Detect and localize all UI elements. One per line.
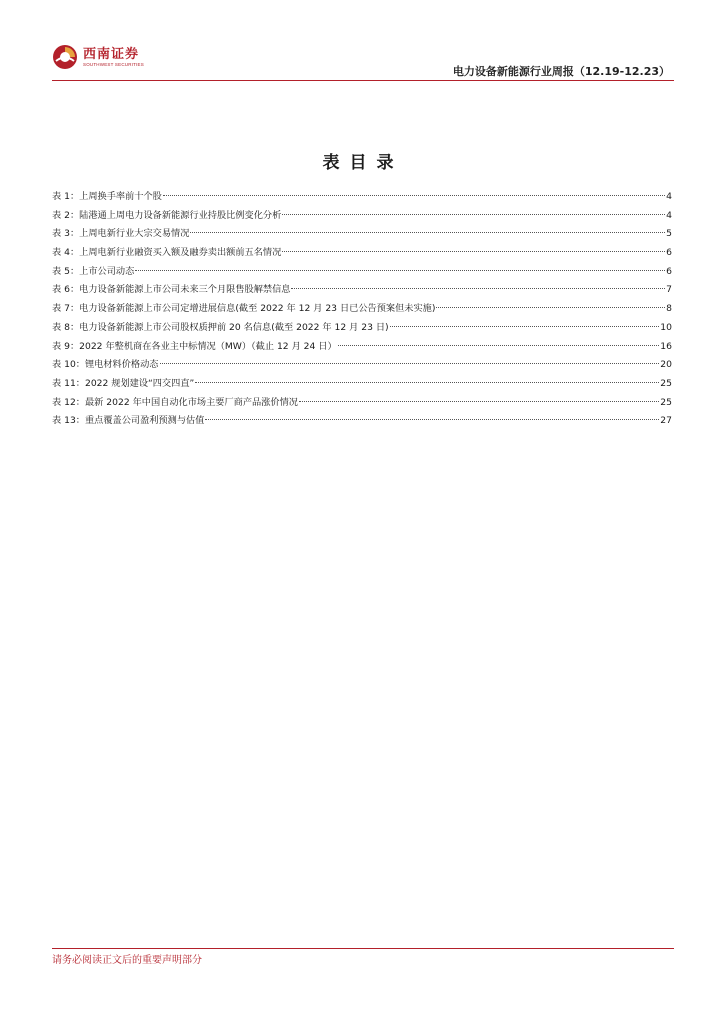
toc-entry-label: 表 13：重点覆盖公司盈利预测与估值: [52, 415, 205, 427]
toc-entry-label: 表 8：电力设备新能源上市公司股权质押前 20 名信息(截至 2022 年 12 月 23 日): [52, 321, 389, 333]
toc-entry-1[interactable]: [52, 188, 672, 207]
toc-leader: [190, 232, 665, 233]
toc-leader: [282, 251, 665, 252]
report-title: 电力设备新能源行业周报（12.19-12.23）: [452, 65, 670, 78]
toc-entry-page: 16: [660, 340, 672, 352]
header-divider: [52, 80, 674, 81]
toc-entry-page: 6: [666, 247, 672, 259]
toc-entry-2[interactable]: [52, 207, 672, 226]
toc-leader: [338, 345, 660, 346]
logo-emblem-icon: [52, 44, 78, 70]
toc-entry-8[interactable]: [52, 319, 672, 338]
toc-entry-label: 表 12：最新 2022 年中国自动化市场主要厂商产品涨价情况: [52, 396, 298, 408]
toc-leader: [163, 195, 665, 196]
toc-entry-page: 5: [666, 228, 672, 240]
toc-entry-label: 表 10：锂电材料价格动态: [52, 359, 159, 371]
toc-leader: [135, 270, 665, 271]
toc-leader: [390, 326, 660, 327]
toc-entry-page: 4: [666, 191, 672, 202]
toc-entry-label: 表 7：电力设备新能源上市公司定增进展信息(截至 2022 年 12 月 23 日已公告预案但未实施): [52, 303, 436, 315]
toc-leader: [299, 401, 659, 402]
toc-entry-6[interactable]: [52, 281, 672, 300]
toc-entry-label: 表 1：上周换手率前十个股: [52, 191, 162, 202]
toc-entry-label: 表 2：陆港通上周电力设备新能源行业持股比例变化分析: [52, 209, 282, 221]
table-of-contents: [52, 188, 672, 431]
toc-entry-7[interactable]: [52, 300, 672, 319]
toc-entry-page: 6: [666, 265, 672, 277]
toc-entry-5[interactable]: [52, 263, 672, 282]
footer-divider: [52, 948, 674, 949]
toc-entry-label: 表 5：上市公司动态: [52, 265, 135, 277]
toc-entry-4[interactable]: [52, 244, 672, 263]
toc-entry-12[interactable]: [52, 394, 672, 413]
toc-entry-page: 25: [660, 396, 672, 408]
logo-name: 西南证券: [83, 46, 140, 62]
toc-entry-11[interactable]: [52, 375, 672, 394]
toc-leader: [205, 419, 659, 420]
toc-leader: [282, 214, 665, 215]
toc-entry-label: 表 3：上周电新行业大宗交易情况: [52, 228, 190, 240]
toc-entry-label: 表 4：上周电新行业融资买入额及融券卖出额前五名情况: [52, 247, 282, 259]
toc-entry-page: 8: [666, 303, 672, 315]
toc-entry-page: 7: [666, 284, 672, 296]
toc-entry-label: 表 6：电力设备新能源上市公司未来三个月限售股解禁信息: [52, 284, 291, 296]
footer-notice: 请务必阅读正文后的重要声明部分: [52, 955, 202, 966]
toc-entry-page: 20: [660, 359, 672, 371]
toc-entry-3[interactable]: [52, 225, 672, 244]
logo-subname: SOUTHWEST SECURITIES: [83, 61, 144, 67]
toc-entry-label: 表 9：2022 年整机商在各业主中标情况（MW）（截止 12 月 24 日）: [52, 340, 337, 352]
toc-entry-page: 10: [660, 321, 672, 333]
page-header: [52, 40, 674, 80]
toc-entry-page: 25: [660, 377, 672, 389]
toc-entry-label: 表 11：2022 规划建设“四交四直”: [52, 377, 195, 389]
toc-heading: 表目录: [322, 153, 404, 173]
toc-entry-page: 4: [666, 209, 672, 221]
toc-leader: [436, 307, 665, 308]
toc-leader: [160, 363, 660, 364]
toc-entry-page: 27: [660, 415, 672, 427]
toc-entry-13[interactable]: [52, 412, 672, 431]
toc-entry-9[interactable]: [52, 338, 672, 357]
toc-leader: [291, 288, 665, 289]
toc-leader: [195, 382, 659, 383]
company-logo: [52, 44, 144, 70]
toc-entry-10[interactable]: [52, 356, 672, 375]
